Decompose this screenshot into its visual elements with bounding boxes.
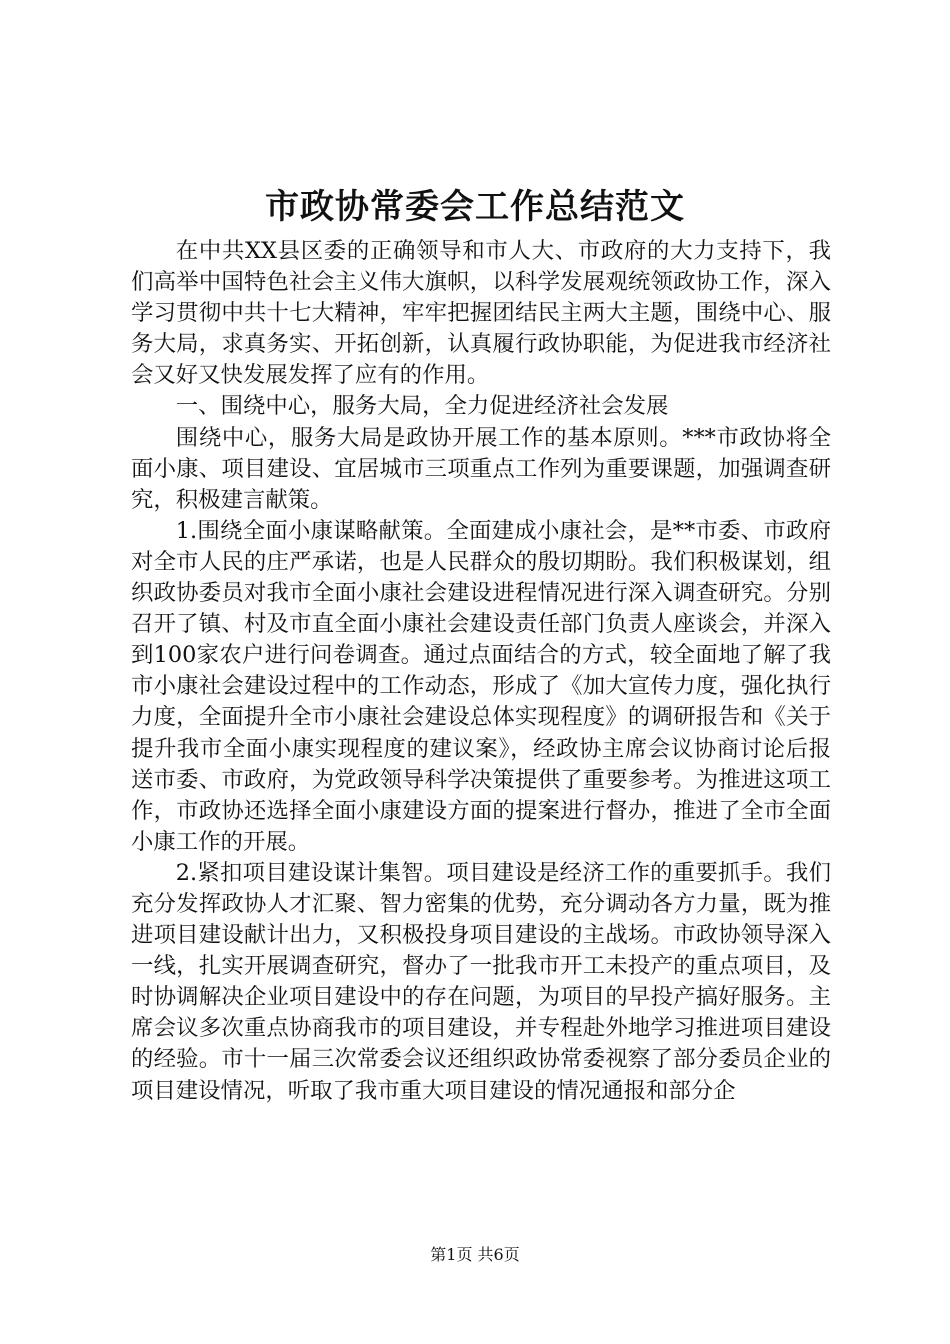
- paragraph: 围绕中心，服务大局是政协开展工作的基本原则。***市政协将全面小康、项目建设、宜居城市三项重点工作列为重要课题，加强调查研究，积极建言献策。: [131, 424, 831, 513]
- section-heading: 一、围绕中心，服务大局，全力促进经济社会发展: [175, 393, 669, 420]
- document-title: 市政协常委会工作总结范文: [265, 187, 685, 227]
- document-body: [131, 236, 831, 1107]
- paragraph: 2.紧扣项目建设谋计集智。项目建设是经济工作的重要抓手。我们充分发挥政协人才汇聚、智力密集的优势，充分调动各方力量，既为推进项目建设献计出力，又积极投身项目建设的主战场。市政协领导深入一线，扎实开展调查研究，督办了一批我市开工未投产的重点项目，及时协调解决企业项目建设中的存在问题，为项目的早投产搞好服务。主席会议多次重点协商我市的项目建设，并专程赴外地学习推进项目建设的经验。市十一届三次常委会议还组织政协常委视察了部分委员企业的项目建设情况，听取了我市重大项目建设的情况通报和部分企: [131, 859, 831, 1104]
- paragraph: 在中共XX县区委的正确领导和市人大、市政府的大力支持下，我们高举中国特色社会主义伟大旗帜，以科学发展观统领政协工作，深入学习贯彻中共十七大精神，牢牢把握团结民主两大主题，围绕中心、服务大局，求真务实、开拓创新，认真履行政协职能，为促进我市经济社会又好又快发展发挥了应有的作用。: [131, 238, 831, 389]
- page-number-footer: 第1页 共6页: [430, 1245, 520, 1264]
- paragraph: 1.围绕全面小康谋略献策。全面建成小康社会，是**市委、市政府对全市人民的庄严承诺，也是人民群众的殷切期盼。我们积极谋划，组织政协委员对我市全面小康社会建设进程情况进行深入调查研究。分别召开了镇、村及市直全面小康社会建设责任部门负责人座谈会，并深入到100家农户进行问卷调查。通过点面结合的方式，较全面地了解了我市小康社会建设过程中的工作动态，形成了《加大宣传力度，强化执行力度，全面提升全市小康社会建设总体实现程度》的调研报告和《关于提升我市全面小康实现程度的建议案》，经政协主席会议协商讨论后报送市委、市政府，为党政领导科学决策提供了重要参考。为推进这项工作，市政协还选择全面小康建设方面的提案进行督办，推进了全市全面小康工作的开展。: [131, 517, 831, 855]
